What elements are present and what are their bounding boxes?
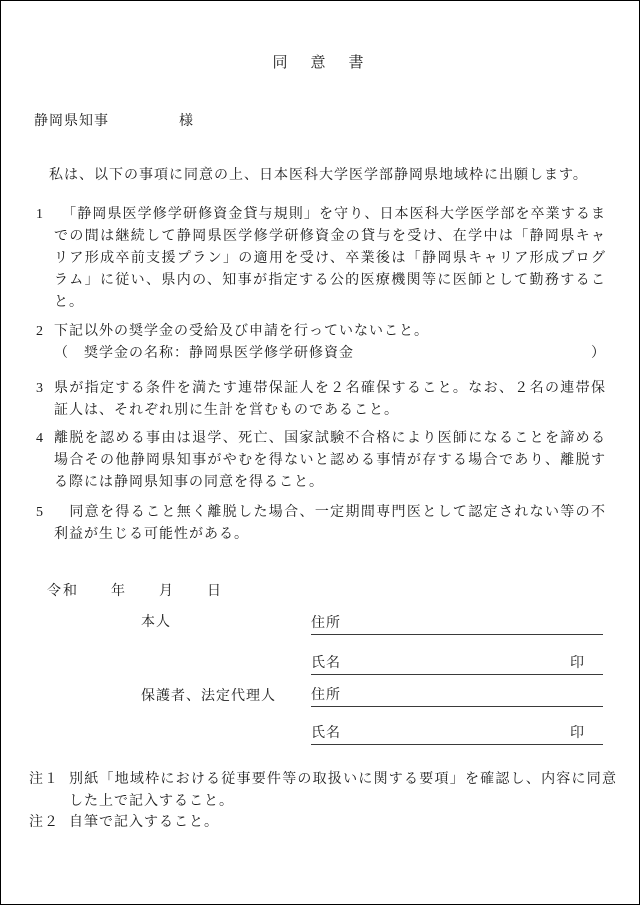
item-text: 県が指定する条件を満たす連帯保証人を２名確保すること。なお、２名の連帯保証人は、それぞれ別に生計を営むものであること。: [54, 381, 606, 418]
field-label: 氏名: [311, 726, 341, 741]
list-item-3: [36, 378, 606, 422]
item-text: 同意を得ること無く離脱した場合、一定期間専門医として認定されない等の不利益が生じる可能性がある。: [54, 505, 606, 542]
item-text-main: 下記以外の奨学金の受給及び申請を行っていないこと。: [54, 324, 429, 339]
footnote-text: 別紙「地域枠における従事要件等の取扱いに関する要項」を確認し、内容に同意した上で記入すること。: [69, 772, 617, 809]
item-number: 4: [36, 431, 44, 446]
list-item-1: [36, 204, 606, 314]
date-line: 令和 年 月 日: [47, 584, 223, 599]
footnote-text: 自筆で記入すること。: [69, 815, 219, 830]
signer-role-applicant: 本人: [141, 615, 171, 630]
list-item-5: [36, 502, 606, 546]
footnote-1: [29, 769, 617, 813]
footnote-2: [29, 812, 617, 834]
page-title: 同 意 書: [272, 55, 368, 71]
item-text: 「静岡県医学修学研修資金貸与規則」を守り、日本医科大学医学部を卒業するまでの間は継続して静岡県医学修学研修資金の貸与を受け、在学中は「静岡県キャリア形成卒前支援プラン」の適用を受け、卒業後は「静岡県キャリア形成プログラム」に従い、県内の、知事が指定する公的医療機関等に医師として勤務すること。: [54, 207, 606, 310]
intro-paragraph: 私は、以下の事項に同意の上、日本医科大学医学部静岡県地域枠に出願します。: [34, 168, 588, 183]
field-label: 住所: [311, 688, 341, 703]
item-number: 2: [36, 324, 44, 339]
item-text: [54, 321, 606, 365]
item-number: 5: [36, 505, 44, 520]
scholarship-name-close: ）: [591, 346, 606, 361]
addressee-line: [34, 112, 194, 132]
seal-mark: 印: [570, 726, 585, 741]
guardian-name-field: [311, 724, 603, 745]
applicant-address-field: [311, 614, 603, 635]
guardian-address-field: [311, 686, 603, 707]
seal-mark: 印: [570, 656, 585, 671]
scholarship-name-line: [54, 343, 606, 365]
item-number: 3: [36, 381, 44, 396]
field-label: 氏名: [311, 656, 341, 671]
list-item-4: [36, 428, 606, 494]
signer-role-guardian: 保護者、法定代理人: [141, 689, 276, 704]
footnote-label: 注１: [29, 772, 59, 787]
applicant-name-field: [311, 654, 603, 675]
scholarship-name-open: （ 奨学金の名称：静岡県医学修学研修資金: [54, 346, 354, 361]
field-label: 住所: [311, 616, 341, 631]
addressee-honorific: 様: [179, 114, 194, 129]
item-number: 1: [36, 207, 44, 222]
addressee-name: 静岡県知事: [34, 114, 109, 129]
footnote-label: 注２: [29, 815, 59, 830]
list-item-2: [36, 321, 606, 365]
item-text: 離脱を認める事由は退学、死亡、国家試験不合格により医師になることを諦める場合その他静岡県知事がやむを得ないと認める事情が存する場合であり、離脱する際には静岡県知事の同意を得ること。: [54, 431, 606, 490]
